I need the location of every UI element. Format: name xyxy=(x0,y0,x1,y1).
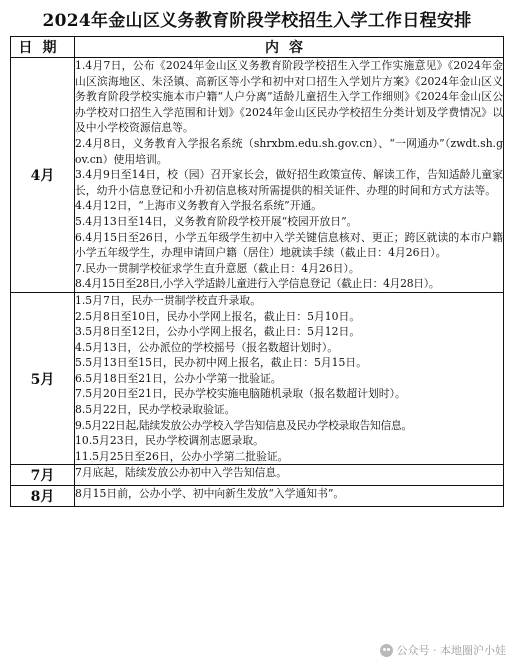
month-may: 5月 xyxy=(11,292,75,465)
schedule-item: 1.4月7日，公布《2024年金山区义务教育阶段学校招生入学工作实施意见》《2024年金山区滨海地区、朱泾镇、高新区等小学和初中对口招生入学划片方案》《2024年金山区义务教育阶段学校实施本市户籍“人户分离”适龄儿童招生入学工作细则》《2024年金山区公办学校对口招生入学范围和计划》《2024年金山区民办学校招生分类计划及学费情况》以及中小学校资源信息等。 xyxy=(75,59,503,135)
schedule-item: 4.5月13日，公办派位的学校摇号（报名数超计划时）。 xyxy=(75,340,339,354)
schedule-item: 3.5月8日至12日，公办小学网上报名，截止日：5月12日。 xyxy=(75,325,361,339)
watermark-text: 公众号 · 本地圈沪小娃 xyxy=(396,644,506,657)
table-header-row xyxy=(11,37,504,58)
schedule-item: 5.4月13日至14日，义务教育阶段学校开展“校园开放日”。 xyxy=(75,214,358,228)
schedule-item: 10.5月23日，民办学校调剂志愿录取。 xyxy=(75,434,264,448)
table-row xyxy=(11,292,504,465)
table-row xyxy=(11,465,504,486)
page-title: 2024年金山区义务教育阶段学校招生入学工作日程安排 xyxy=(42,11,472,31)
schedule-item: 6.5月18日至21日，公办小学第一批验证。 xyxy=(75,371,282,385)
table-row xyxy=(11,58,504,293)
month-april: 4月 xyxy=(11,58,75,293)
may-content xyxy=(75,292,504,465)
schedule-item: 8月15日前，公办小学、初中向新生发放“入学通知书”。 xyxy=(75,487,345,501)
table-row xyxy=(11,486,504,507)
wechat-icon xyxy=(380,644,393,657)
schedule-item: 11.5月25日至26日，公办小学第二批验证。 xyxy=(75,449,289,463)
month-july: 7月 xyxy=(11,465,75,486)
schedule-item: 7月底起，陆续发放公办初中入学告知信息。 xyxy=(75,466,288,480)
header-date: 日期 xyxy=(11,37,75,58)
watermark xyxy=(380,642,507,658)
schedule-item: 5.5月13日至15日，民办初中网上报名，截止日：5月15日。 xyxy=(75,356,367,370)
schedule-item: 2.4月8日，义务教育入学报名系统（shrxbm.edu.sh.gov.cn）、“一网通办”（zwdt.sh.gov.cn）使用培训。 xyxy=(75,136,503,166)
schedule-item: 7.民办一贯制学校征求学生直升意愿（截止日：4月26日）。 xyxy=(75,261,360,275)
july-content xyxy=(75,465,504,486)
schedule-item: 2.5月8日至10日，民办小学网上报名，截止日：5月10日。 xyxy=(75,309,361,323)
schedule-item: 8.5月22日，民办学校录取验证。 xyxy=(75,403,236,417)
schedule-item: 1.5月7日，民办一贯制学校直升录取。 xyxy=(75,293,261,307)
schedule-item: 6.4月15日至26日，小学五年级学生初中入学关键信息核对、更正；跨区就读的本市户籍小学五年级学生，办理申请回户籍（居住）地就读手续（截止日：4月26日）。 xyxy=(75,230,503,260)
schedule-table xyxy=(10,36,504,507)
schedule-item: 7.5月20日至21日，民办学校实施电脑随机录取（报名数超计划时）。 xyxy=(75,387,406,401)
schedule-item: 4.4月12日，“上海市义务教育入学报名系统”开通。 xyxy=(75,199,323,213)
schedule-item: 3.4月9日至14日，校（园）召开家长会，做好招生政策宣传、解读工作，告知适龄儿童家长，幼升小信息登记和小升初信息核对所需提供的相关证件、办理的时间和方式方法等。 xyxy=(75,168,503,197)
month-august: 8月 xyxy=(11,486,75,507)
april-content xyxy=(75,58,504,293)
schedule-item: 9.5月22日起,陆续发放公办学校入学告知信息及民办学校录取告知信息。 xyxy=(75,418,412,432)
schedule-item: 8.4月15日至28日,小学入学适龄儿童进行入学信息登记（截止日：4月28日）。 xyxy=(75,277,440,291)
header-content: 内容 xyxy=(75,37,504,58)
august-content xyxy=(75,486,504,507)
